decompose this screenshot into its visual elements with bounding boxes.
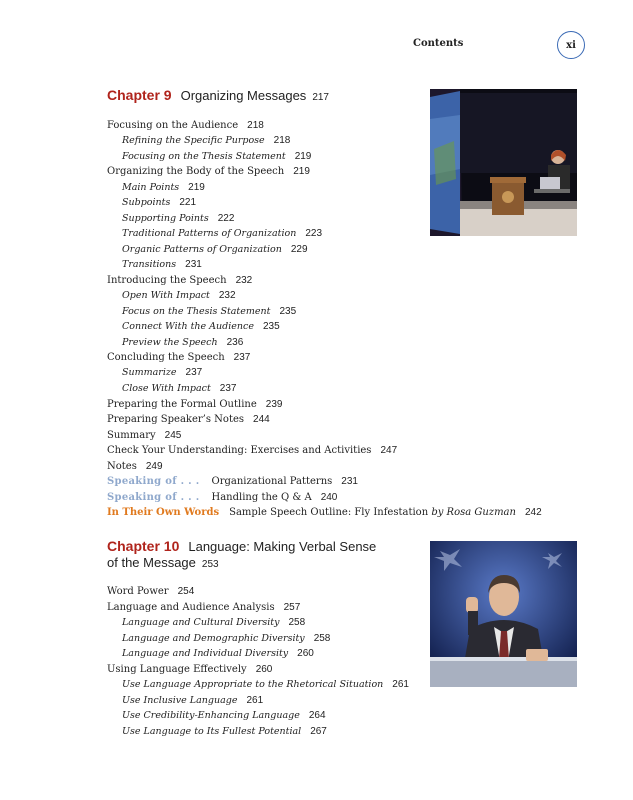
toc-entry[interactable] [107,352,250,363]
entry-page: 261 [246,695,264,706]
entry-text: Summary [107,430,156,441]
entry-page: 254 [177,586,195,597]
entry-page: 237 [219,383,237,394]
toc-subentry[interactable] [122,710,326,721]
entry-page: 239 [265,399,283,410]
page-number-badge [557,31,585,59]
feature-entry[interactable] [107,492,337,503]
entry-text: Language and Audience Analysis [107,602,275,613]
entry-text: Preparing Speaker’s Notes [107,414,245,425]
toc-entry[interactable] [107,414,270,425]
entry-text: Refining the Specific Purpose [122,135,265,146]
chapter-title: Organizing Messages [180,88,307,103]
toc-subentry[interactable] [122,259,202,270]
entry-text: Check Your Understanding: Exercises and Activities [107,445,372,456]
entry-text: Summarize [122,367,177,378]
entry-text: Organizational Patterns [211,476,333,487]
entry-text: Use Language to Its Fullest Potential [122,726,302,737]
entry-page: 219 [294,151,312,162]
toc-subentry[interactable] [122,648,314,659]
entry-page: 257 [283,602,301,613]
entry-text: Focus on the Thesis Statement [122,306,271,317]
entry-page: 235 [262,321,280,332]
toc-subentry[interactable] [122,244,308,255]
entry-page: 258 [288,617,306,628]
toc-subentry[interactable] [122,695,263,706]
toc-subentry[interactable] [122,290,236,301]
toc-subentry[interactable] [122,726,327,737]
toc-entry[interactable] [107,275,252,286]
entry-page: 237 [185,367,203,378]
entry-text: Sample Speech Outline: Fly Infestation [229,507,429,518]
chapter-title-continued: of the Message [107,555,196,570]
toc-entry[interactable] [107,430,181,441]
entry-text: Connect With the Audience [122,321,254,332]
toc-entry[interactable] [107,586,194,597]
entry-page: 231 [185,259,202,270]
entry-text: Concluding the Speech [107,352,225,363]
entry-text: Language and Individual Diversity [122,648,289,659]
toc-entry[interactable] [107,166,310,177]
entry-text: Organizing the Body of the Speech [107,166,285,177]
toc-subentry[interactable] [122,321,280,332]
entry-text: Organic Patterns of Organization [122,244,282,255]
toc-subentry[interactable] [122,135,290,146]
chapter-title: Language: Making Verbal Sense [188,539,377,554]
entry-text: Traditional Patterns of Organization [122,228,297,239]
byline: by Rosa Guzman [431,507,516,518]
entry-page: 223 [305,228,323,239]
feature-entry[interactable] [107,476,358,487]
toc-subentry[interactable] [122,151,311,162]
entry-text: Word Power [107,586,169,597]
toc-entry[interactable] [107,602,300,613]
chapter-page: 217 [312,92,329,103]
toc-subentry[interactable] [122,617,305,628]
entry-page: 261 [392,679,409,690]
entry-text: Using Language Effectively [107,664,247,675]
entry-page: 247 [380,445,398,456]
entry-page: 236 [226,337,244,348]
entry-text: Subpoints [122,197,171,208]
entry-text: Transitions [122,259,177,270]
entry-page: 244 [253,414,270,425]
entry-text: Preview the Speech [122,337,218,348]
toc-entry[interactable] [107,445,397,456]
entry-page: 242 [524,507,542,518]
entry-page: 231 [341,476,358,487]
entry-text: Focusing on the Thesis Statement [122,151,286,162]
toc-subentry[interactable] [122,182,205,193]
chapter-10-heading[interactable] [107,538,376,573]
entry-page: 219 [293,166,310,177]
entry-page: 221 [179,197,197,208]
entry-page: 218 [247,120,264,131]
entry-page: 235 [279,306,297,317]
speaking-of-label: Speaking of . . . [107,492,200,503]
entry-text: Focusing on the Audience [107,120,239,131]
entry-page: 240 [320,492,338,503]
entry-text: Language and Cultural Diversity [122,617,280,628]
toc-subentry[interactable] [122,213,234,224]
entry-text: Preparing the Formal Outline [107,399,257,410]
entry-page: 229 [290,244,308,255]
entry-page: 237 [233,352,251,363]
entry-text: Handling the Q & A [211,492,312,503]
entry-page: 245 [164,430,182,441]
feature-entry[interactable] [107,507,542,518]
toc-subentry[interactable] [122,679,409,690]
toc-entry[interactable] [107,664,272,675]
entry-page: 260 [297,648,314,659]
entry-page: 264 [308,710,326,721]
speaker-podium-photo [430,89,577,236]
entry-page: 218 [273,135,291,146]
entry-page: 232 [235,275,253,286]
entry-text: Use Credibility-Enhancing Language [122,710,300,721]
toc-subentry[interactable] [122,633,330,644]
entry-text: Main Points [122,182,180,193]
entry-page: 258 [313,633,331,644]
entry-text: Notes [107,461,137,472]
entry-page: 219 [188,182,205,193]
chapter-9-heading[interactable] [107,87,329,105]
toc-subentry[interactable] [122,383,236,394]
toc-entry[interactable] [107,399,282,410]
toc-subentry[interactable] [122,228,322,239]
entry-text: Supporting Points [122,213,209,224]
chapter-page: 253 [201,559,219,570]
toc-entry[interactable] [107,461,163,472]
running-header: Contents [413,38,464,49]
entry-page: 267 [310,726,327,737]
toc-subentry[interactable] [122,197,196,208]
entry-page: 260 [255,664,273,675]
toc-entry[interactable] [107,120,264,131]
news-anchor-photo [430,541,577,687]
entry-text: Language and Demographic Diversity [122,633,305,644]
entry-page: 222 [217,213,235,224]
chapter-number: Chapter 9 [107,87,172,103]
entry-page: 232 [218,290,236,301]
speaker-podium-illustration [430,89,577,236]
toc-subentry[interactable] [122,367,202,378]
speaking-of-label: Speaking of . . . [107,476,200,487]
toc-subentry[interactable] [122,337,243,348]
entry-text: Close With Impact [122,383,211,394]
entry-text: Introducing the Speech [107,275,227,286]
entry-page: 249 [145,461,163,472]
entry-text: Open With Impact [122,290,210,301]
entry-text: Use Inclusive Language [122,695,238,706]
page-number: xi [566,39,576,51]
chapter-number: Chapter 10 [107,538,180,554]
toc-subentry[interactable] [122,306,296,317]
entry-text: Use Language Appropriate to the Rhetorical Situation [122,679,384,690]
in-their-own-words-label: In Their Own Words [107,507,220,518]
news-anchor-illustration [430,541,577,687]
